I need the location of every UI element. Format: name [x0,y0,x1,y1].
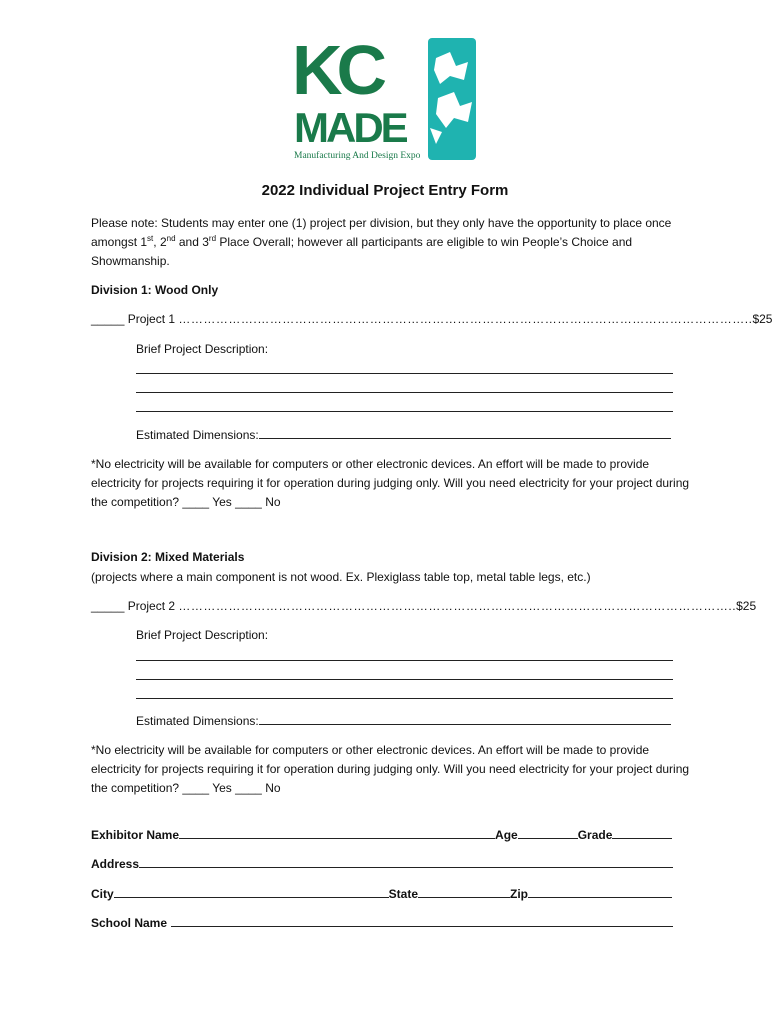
zip-label: Zip [510,887,529,901]
form-title: 2022 Individual Project Entry Form [261,182,509,199]
logo-kc-text: KC [292,31,382,109]
division1-yes-blank[interactable]: ____ [182,495,210,509]
logo-made-text: MADE [294,104,406,151]
division1-no-blank[interactable]: ____ [235,495,262,509]
division1-price: $25 [752,312,772,326]
division2-heading: Division 2: Mixed Materials [91,550,245,564]
exhibitor-name-field[interactable] [179,827,495,839]
division2-dimensions-row[interactable] [136,713,671,728]
division1-project-blank[interactable]: _____ [91,312,125,326]
logo-graphic [290,31,480,164]
note-paragraph: Please note: Students may enter one (1) project per division, but they only have the opportunity to place once amongst 1st, 2nd and 3rd Place Overall; however all participants are eligible to win People’s Choice and Showmanship. [91,216,672,268]
city-row[interactable] [91,886,672,901]
division2-project-row[interactable] [91,599,756,613]
state-label: State [388,887,419,901]
zip-field[interactable] [528,886,672,898]
exhibitor-name-label: Exhibitor Name [91,828,180,842]
city-label: City [91,887,114,901]
division2-price: $25 [736,599,757,613]
division2-electricity-note: *No electricity will be available for computers or other electronic devices. An effort will be made to provide electricity for projects requiring it for operation during judging only. Will you need electricity for your project during the competition? ____ Yes ____ No [91,743,690,795]
address-field[interactable] [139,856,673,868]
division1-project-row[interactable] [91,312,772,326]
division1-heading: Division 1: Wood Only [91,283,219,297]
division1-no-label: No [265,495,281,509]
division2-description-line-2[interactable] [136,679,673,680]
exhibitor-name-row[interactable] [91,827,672,842]
division2-dimensions-field[interactable] [259,713,671,725]
state-field[interactable] [418,886,510,898]
grade-field[interactable] [612,827,672,839]
address-row[interactable] [91,856,673,871]
division1-electricity-note: *No electricity will be available for computers or other electronic devices. An effort will be made to provide electricity for projects requiring it for operation during judging only. Will you need electricity for your project during the competition? ____ Yes ____ No [91,457,690,509]
division1-description-line-3[interactable] [136,411,673,412]
division2-project-blank[interactable]: _____ [91,599,125,613]
school-name-label: School Name [91,916,168,930]
grade-label: Grade [577,828,613,842]
school-name-row[interactable] [91,915,673,930]
division1-yes-label: Yes [212,495,232,509]
division1-dots: ……………….……………………………………………………………………………………………………….. [178,312,753,326]
division1-description-line-2[interactable] [136,392,673,393]
division2-yes-blank[interactable]: ____ [182,781,210,795]
division1-dimensions-row[interactable] [136,427,671,442]
division2-dimensions-label: Estimated Dimensions: [136,714,259,728]
address-label: Address [91,857,140,871]
division2-no-label: No [265,781,281,795]
division2-yes-label: Yes [212,781,232,795]
school-name-field[interactable] [171,915,673,927]
division2-dots: …………………………………………………………………………………………………………………….. [178,599,737,613]
division2-description-line-3[interactable] [136,698,673,699]
age-label: Age [495,828,518,842]
division2-no-blank[interactable]: ____ [235,781,262,795]
city-field[interactable] [114,886,389,898]
age-field[interactable] [518,827,578,839]
kc-made-logo [290,31,480,164]
division1-description-label: Brief Project Description: [136,342,269,356]
division1-description-line-1[interactable] [136,373,673,374]
logo-tagline: Manufacturing And Design Expo [294,151,421,161]
division2-description-label: Brief Project Description: [136,628,269,642]
division1-dimensions-label: Estimated Dimensions: [136,428,259,442]
division1-project-label: Project 1 [127,312,176,326]
division2-subheading: (projects where a main component is not wood. Ex. Plexiglass table top, metal table legs, etc.) [91,570,591,584]
division2-project-label: Project 2 [127,599,176,613]
division2-description-line-1[interactable] [136,660,673,661]
division1-dimensions-field[interactable] [259,427,671,439]
